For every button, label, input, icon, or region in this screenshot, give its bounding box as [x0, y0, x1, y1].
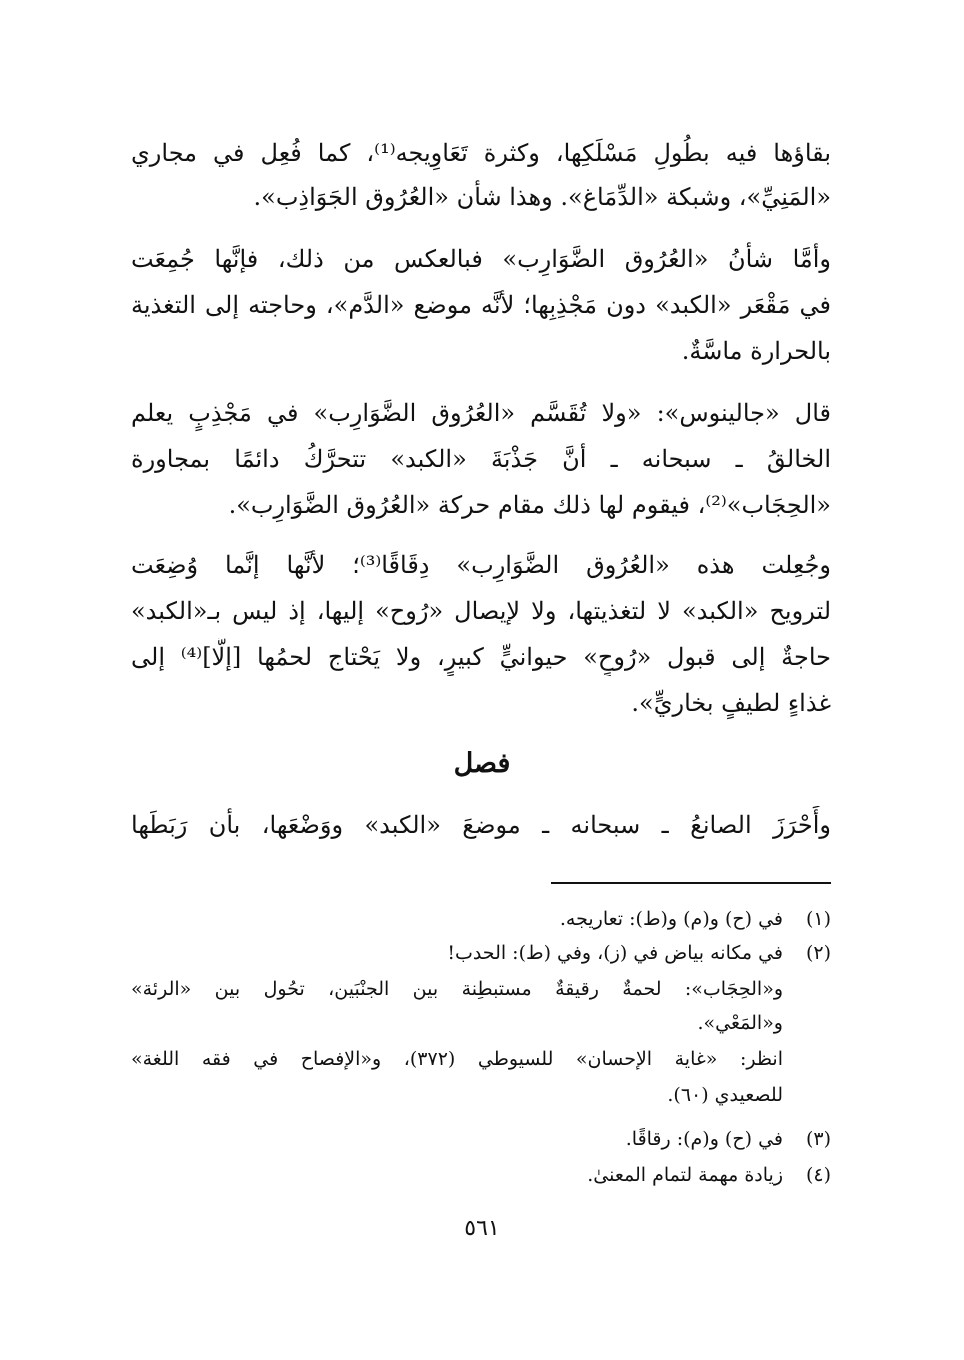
footnote-text: في (ح) و(م): رقاقًا. [625, 1128, 783, 1150]
body-line-12: غذاءٍ لطيفٍ بخاريٍّ». [631, 689, 831, 717]
footnote-2 [131, 938, 831, 968]
footnote-number: (٤) [805, 1164, 831, 1186]
footnote-2-line-3: و«المَعْي». [697, 1012, 783, 1034]
footnote-4 [131, 1160, 831, 1190]
body-line-6: قال «جالينوس»: «ولا تُقَسَّم «العُرُوق الضَّوَارِب» في مَجْذِبٍ يعلم [131, 399, 831, 427]
footnote-text: في مكانه بياض في (ز)، وفي (ط): الحدب! [447, 942, 783, 964]
footnote-2-line-4: انظر: «غاية الإحسان» للسيوطي (٣٧٢)، و«الإفصاح في فقه اللغة» [131, 1048, 783, 1070]
footnote-number: (٣) [805, 1128, 831, 1150]
body-line-9: وجُعِلت هذه «العُرُوق الضَّوَارِب» دِقَاقًا⁽³⁾؛ لأنَّها إنَّما وُضِعَت [131, 551, 831, 579]
footnote-2-line-2: و«الحِجَاب»: لحمةٌ رقيقةٌ مستبطِنة بين الجنْبَين، تحُول بين «الرئة» [131, 978, 783, 1000]
body-line-2: «المَنِيِّ»، وشبكة «الدِّمَاغ». وهذا شأن «العُرُوق الجَوَاذِب». [253, 183, 831, 211]
page-number: ٥٦١ [464, 1216, 500, 1241]
footnote-text: زيادة مهمة لتمام المعنىٰ. [587, 1164, 783, 1186]
footnote-1 [131, 904, 831, 934]
footnote-divider [551, 882, 831, 884]
footnote-number: (٢) [805, 942, 831, 964]
footnote-3 [131, 1124, 831, 1154]
body-line-8: «الحِجَاب»⁽²⁾، فيقوم لها ذلك مقام حركة «العُرُوق الضَّوَارِب». [228, 491, 831, 519]
body-line-13: وأَحْرَزَ الصانعُ ـ سبحانه ـ موضعَ «الكبد» ووَضْعَها، بأن رَبَطَها [131, 811, 831, 839]
body-line-7: الخالقُ ـ سبحانه ـ أنَّ جَذْبَةَ «الكبد» تتحرَّكُ دائمًا بمجاورة [131, 445, 831, 473]
body-line-10: لترويح «الكبد» لا لتغذيتها، ولا لإيصال «رُوح» إليها، إذ ليس بـ«الكبد» [131, 597, 831, 625]
body-line-3: وأمَّا شأنُ «العُرُوق الضَّوَارِب» فبالعكس من ذلك، فإنَّها جُمِعَت [131, 245, 831, 273]
footnote-number: (١) [805, 908, 831, 930]
body-line-1: بقاؤها فيه بطُولِ مَسْلَكِها، وكثرة تَعَاوِيجه⁽¹⁾، كما فُعِل في مجاري [131, 139, 831, 167]
section-heading: فصل [453, 748, 511, 779]
body-line-11: حاجةٌ إلى قبول «رُوحٍ» حيوانيٍّ كبيرٍ، ولا يَحْتاج لحمُها [إلَّا]⁽⁴⁾ إلى [131, 643, 831, 671]
body-line-5: بالحرارة ماسَّةٌ. [681, 337, 831, 365]
body-line-4: في مَقْعَر «الكبد» دون مَجْذِبِها؛ لأنَّه موضع «الدَّم»، وحاجته إلى التغذية [131, 291, 831, 319]
footnote-2-line-5: للصعيدي (٦٠). [667, 1084, 783, 1106]
footnote-text: في (ح) و(م) و(ط): تعاريجه. [559, 908, 783, 930]
